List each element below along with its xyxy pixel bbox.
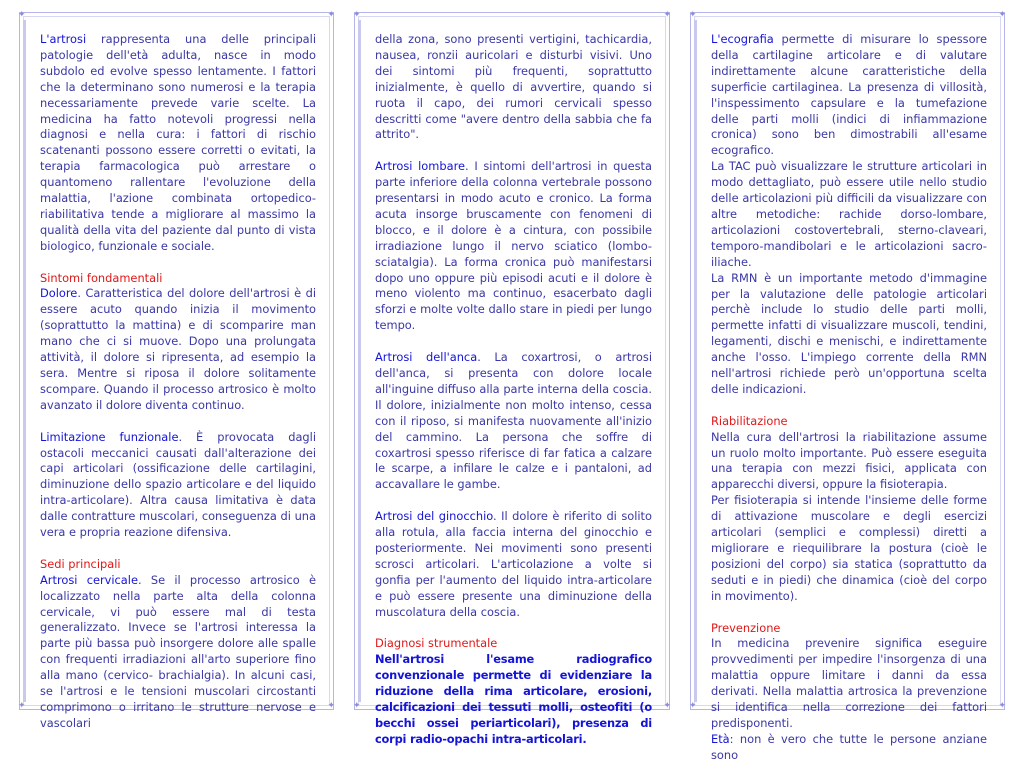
corner-ornament: ✦ [998, 701, 1006, 711]
paragraph-spacer [711, 605, 987, 621]
paragraph [711, 636, 987, 731]
keyword-term: Artrosi dell'anca [375, 350, 478, 365]
paragraph-text: . Caratteristica del dolore dell'artrosi è di essere acuto quando inizia il movimento (soprattutto la mattina) e di scomparire man mano che ci si muove. Dopo una prolungata attività, il dolore si ripresenta, ad esempio la sera. Mentre si riposa il dolore solitamente scompare. Quando il processo artrosico è molto avanzato il dolore diventa continuo. [40, 286, 316, 412]
paragraph-spacer [40, 255, 316, 271]
corner-ornament: ✦ [689, 10, 697, 20]
paragraph [40, 32, 316, 255]
corner-ornament: ✦ [18, 701, 26, 711]
paragraph-text: . È provocata dagli ostacoli meccanici causati dall'alterazione dei capi articolari (ossificazione delle cartilagini, diminuzione dello spazio articolare e del liquido intra-articolare). Altra causa limitativa è data dalle contratture muscolari, conseguenza di una vera e propria reazione difensiva. [40, 429, 316, 540]
highlighted-paragraph: Nell'artrosi l'esame radiografico convenzionale permette di evidenziare la riduzione della rima articolare, erosioni, calcificazioni dei tessuti molli, osteofiti (o becchi ossei periarticolari), presenza di corpi radio-opachi intra-articolari. [375, 652, 652, 746]
corner-ornament: ✦ [353, 10, 361, 20]
keyword-term: Limitazione funzionale [40, 429, 179, 444]
paragraph [711, 732, 987, 764]
corner-ornament: ✦ [689, 701, 697, 711]
paragraph [711, 32, 987, 159]
paragraph-spacer [711, 398, 987, 414]
section-heading: Riabilitazione [711, 413, 788, 428]
paragraph-text: La TAC può visualizzare le strutture articolari in modo dettagliato, può essere utile nello studio delle articolazioni più difficili da visualizzare con altre metodiche: rachide dorso-lombare, articolazioni costovertebrali, sterno-claveari, temporo-mandibolari e le articolazioni sacro-iliache. [711, 159, 987, 269]
corner-ornament: ✦ [327, 10, 335, 20]
keyword-term: L'artrosi [40, 32, 87, 46]
column-3 [689, 10, 1006, 762]
paragraph [40, 430, 316, 541]
paragraph [375, 509, 652, 620]
column-side-bar [694, 20, 697, 702]
paragraph-spacer [375, 334, 652, 350]
section-heading: Diagnosi strumentale [375, 636, 498, 651]
paragraph-spacer [375, 143, 652, 159]
paragraph [40, 286, 316, 413]
paragraph [375, 32, 652, 143]
column-text [40, 32, 316, 730]
paragraph [711, 271, 987, 398]
corner-ornament: ✦ [353, 701, 361, 711]
corner-ornament: ✦ [663, 10, 671, 20]
keyword-term: Età [711, 731, 730, 746]
section-heading: Prevenzione [711, 620, 781, 635]
paragraph-text: della zona, sono presenti vertigini, tachicardia, nausea, ronzii auricolari e disturbi visivi. Uno dei sintomi più frequenti, soprattutto inizialmente, è quello di avvertire, quando si ruota il capo, dei rumori cervicali spesso descritti come "avere dentro della sabbia che fa attrito". [375, 32, 652, 142]
paragraph [375, 159, 652, 334]
paragraph-text: . I sintomi dell'artrosi in questa parte inferiore della colonna vertebrale possono presentarsi in modo acuto e cronico. La forma acuta insorge bruscamente con fenomeni di blocco, e il dolore è a cintura, con possibile irradiazione lungo il nervo sciatico (lombo-sciatalgia). La forma cronica può manifestarsi dopo uno oppure più episodi acuti e il dolore è meno violento ma continuo, esacerbato dagli sforzi e molte volte dallo stare in piedi per lungo tempo. [375, 159, 652, 333]
keyword-term: Artrosi lombare [375, 159, 466, 174]
column-side-bar [23, 20, 26, 702]
section-heading: Sedi principali [40, 556, 121, 571]
paragraph-text: rappresenta una delle principali patologie dell'età adulta, nasce in modo subdolo ed evolve spesso lentamente. I fattori che la determinano sono numerosi e la terapia necessariamente prevede varie scelte. La medicina ha fatto notevoli progressi nella diagnosi e nella cura: i fattori di rischio scatenanti possono essere corretti o evitati, la terapia farmacologica può arrestare o quantomeno rallentare l'evoluzione della malattia, l'azione combinata ortopedico-riabilitativa tende a migliorare al massimo la qualità della vita del paziente dal punto di vista biologico, funzionale e sociale. [40, 32, 316, 253]
column-text [711, 32, 987, 762]
section-heading: Sintomi fondamentali [40, 270, 163, 285]
paragraph [711, 430, 987, 494]
paragraph-spacer [40, 541, 316, 557]
keyword-term: Artrosi cervicale [40, 572, 138, 587]
keyword-term: Dolore [40, 286, 78, 301]
paragraph [40, 573, 316, 732]
column-1 [18, 10, 335, 730]
paragraph-text: In medicina prevenire significa eseguire provvedimenti per impedire l'insorgenza di una malattia oppure limitare i danni da essa derivati. Nella malattia artrosica la prevenzione si identifica nella correzione dei fattori predisponenti. [711, 636, 987, 730]
paragraph-text: . Se il processo artrosico è localizzato nella parte alta della colonna cervicale, vi può essere mal di testa generalizzato. Invece se l'artrosi interessa la parte più bassa può insorgere dolore alle spalle con frequenti irradiazioni all'arto superiore fino alla mano (cervico- brachialgia). In alcuni casi, se l'artrosi e le tensioni muscolari circostanti comprimono o irritano le strutture nervose e vascolari [40, 572, 316, 730]
keyword-term: Artrosi del ginocchio [375, 509, 494, 524]
paragraph-spacer [375, 493, 652, 509]
corner-ornament: ✦ [663, 701, 671, 711]
paragraph-spacer [40, 414, 316, 430]
paragraph [375, 350, 652, 493]
paragraph-text: Per fisioterapia si intende l'insieme delle forme di attivazione muscolare e degli esercizi articolari (semplici e complessi) diretti a migliorare e riequilibrare la postura (cioè le posizioni del corpo) sia statica (soprattutto da seduti e in piedi) che dinamica (cioè del corpo in movimento). [711, 493, 987, 603]
corner-ornament: ✦ [998, 10, 1006, 20]
paragraph [711, 493, 987, 604]
column-side-bar [358, 20, 361, 702]
corner-ornament: ✦ [18, 10, 26, 20]
paragraph-text: . La coxartrosi, o artrosi dell'anca, si presenta con dolore locale all'inguine diffuso alla parte interna della coscia. Il dolore, inizialmente non molto intenso, cessa con il riposo, si manifesta nuovamente all'inizio del cammino. La persona che soffre di coxartrosi spesso riferisce di far fatica a calzare le scarpe, a infilare le calze e i pantaloni, ad accavallare le gambe. [375, 350, 652, 492]
paragraph-spacer [375, 620, 652, 636]
keyword-term: L'ecografia [711, 32, 774, 46]
column-text [375, 32, 652, 746]
paragraph [711, 159, 987, 270]
column-2 [353, 10, 671, 746]
paragraph-text: Nella cura dell'artrosi la riabilitazione assume un ruolo molto importante. Può essere eseguita una terapia con mezzi fisici, applicata con apparecchi diversi, oppure la fisioterapia. [711, 429, 987, 492]
paragraph-text: . Il dolore è riferito di solito alla rotula, alla faccia interna del ginocchio e posteriormente. Nei movimenti sono presenti scrosci articolari. L'articolazione a volte si gonfia per l'aumento del liquido intra-articolare e può essere presente una diminuzione della muscolatura della coscia. [375, 509, 652, 619]
paragraph-text: La RMN è un importante metodo d'immagine per la valutazione delle patologie articolari perchè include lo studio delle parti molli, permette infatti di visualizzare muscoli, tendini, legamenti, dischi e menischi, e indirettamente anche l'osso. L'impiego corrente della RMN nell'artrosi richiede però un'opportuna scelta delle indicazioni. [711, 270, 987, 396]
corner-ornament: ✦ [327, 701, 335, 711]
paragraph-text: : non è vero che tutte le persone anziane sono [711, 731, 987, 762]
paragraph-text: permette di misurare lo spessore della cartilagine articolare e di valutare indirettamente alcune caratteristiche della superficie cartilaginea. La presenza di villosità, l'inspessimento capsulare e la tumefazione delle parti molli (indici di infiammazione cronica) sono ben dimostrabili all'esame ecografico. [711, 32, 987, 158]
